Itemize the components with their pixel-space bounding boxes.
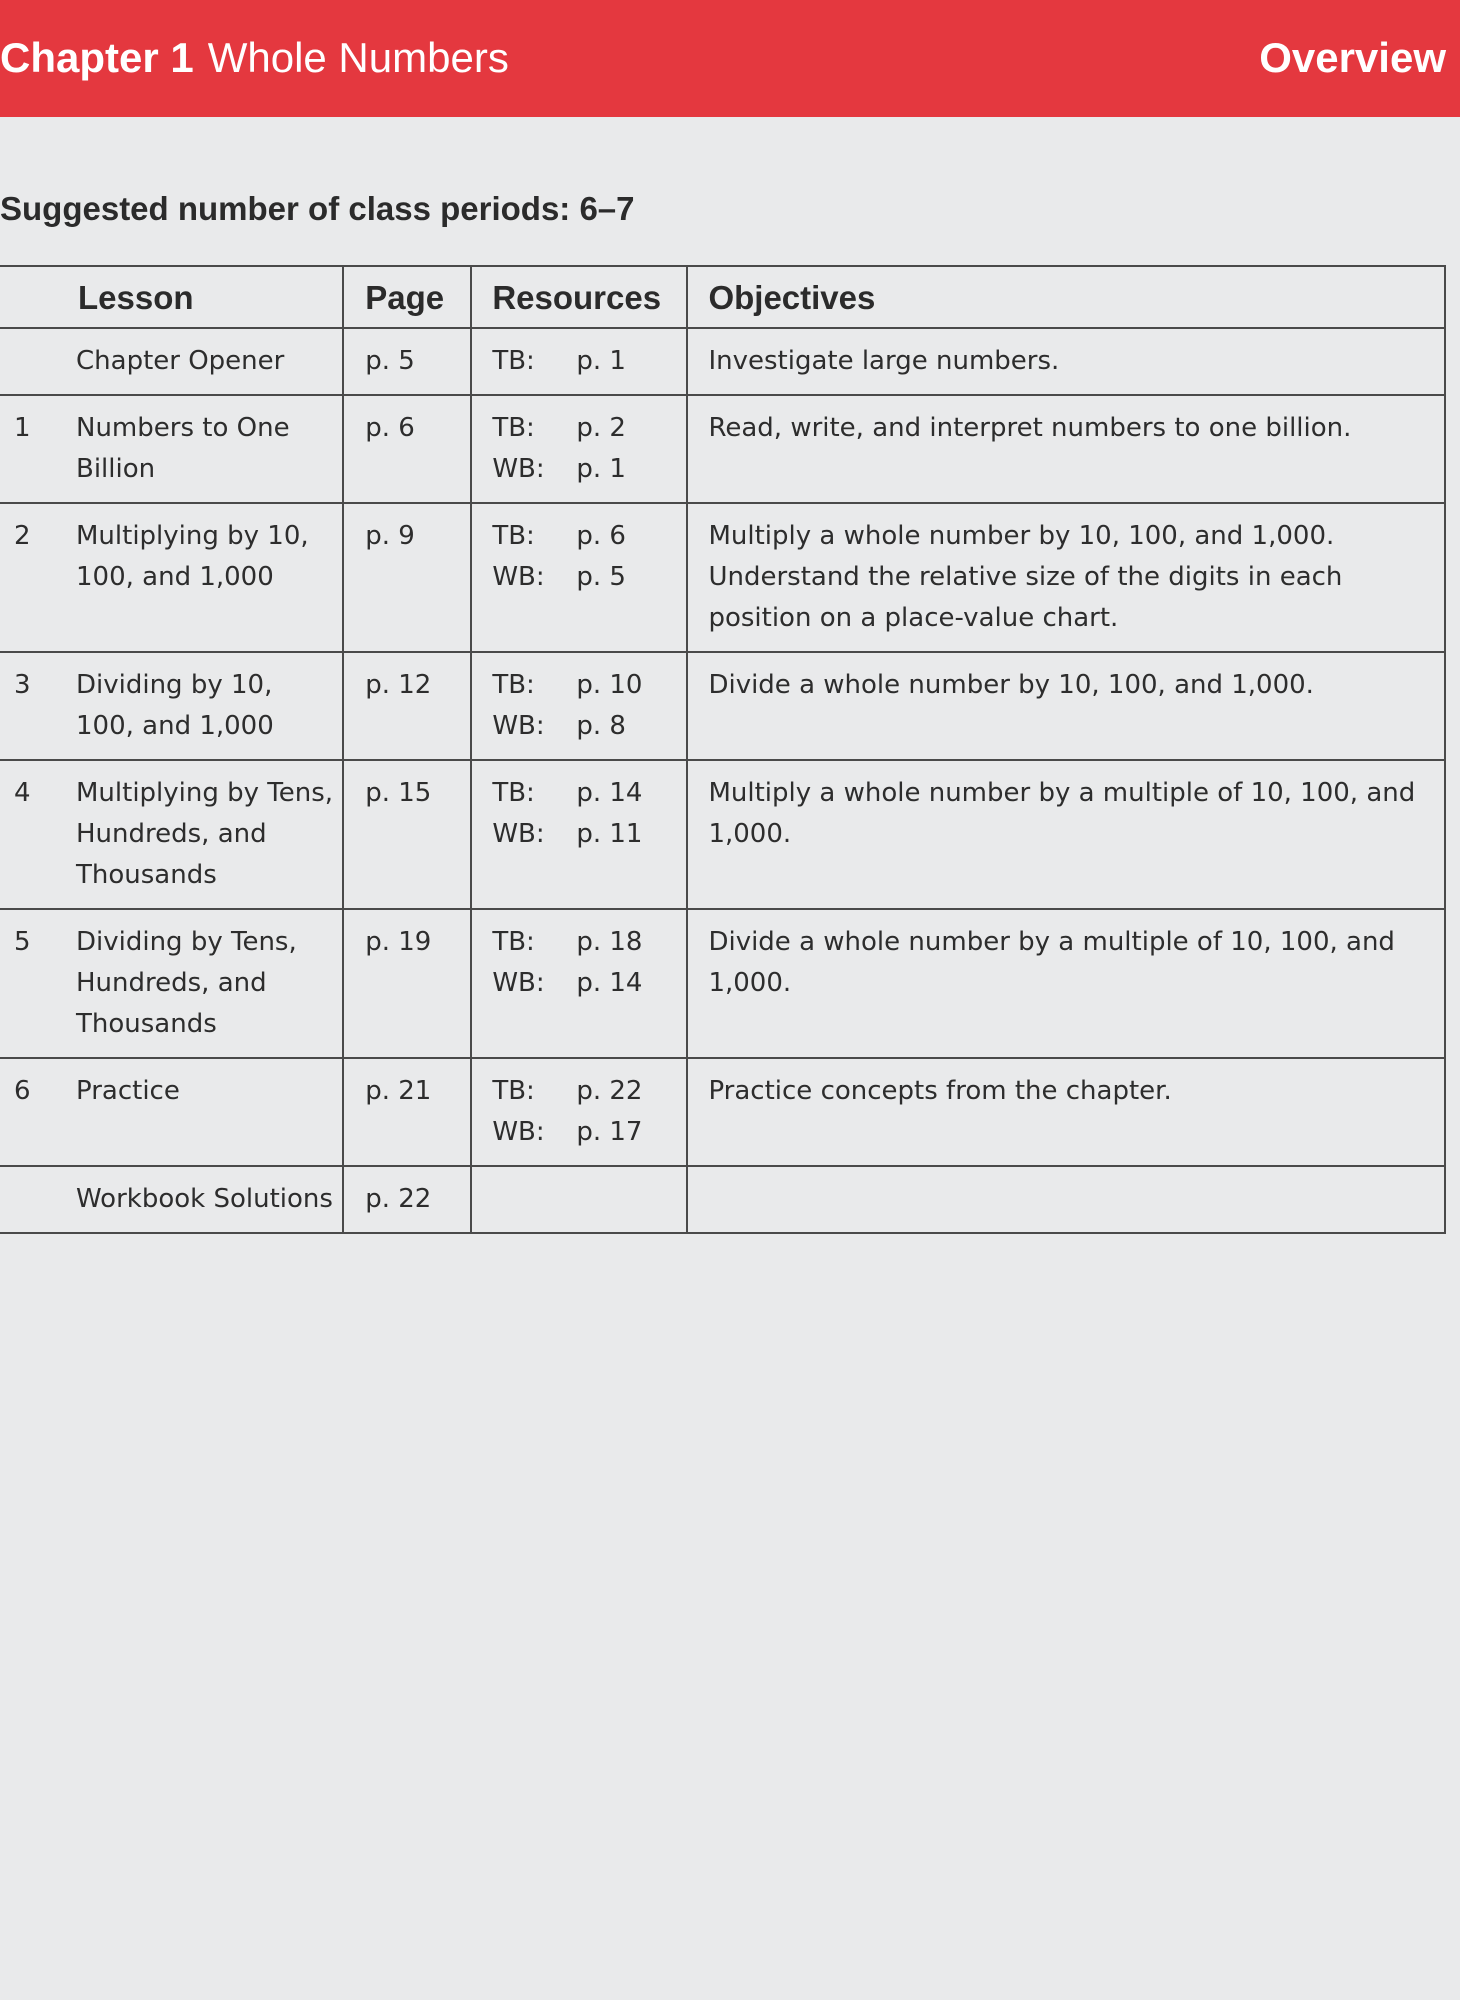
resources-cell <box>471 909 687 1058</box>
resource-page: p. 18 <box>576 927 643 957</box>
objective-text: Divide a whole number by 10, 100, and 1,000. <box>708 670 1314 700</box>
lesson-cell <box>0 503 343 652</box>
lesson-name: Chapter Opener <box>76 346 285 376</box>
resources-cell <box>471 652 687 760</box>
resource-line <box>492 449 682 490</box>
resource-page: p. 11 <box>576 819 643 849</box>
resource-book: TB: <box>492 927 535 957</box>
resource-page: p. 2 <box>576 413 626 443</box>
header-lesson: Lesson <box>0 266 343 328</box>
lesson-overview-table <box>0 265 1446 1234</box>
resource-page: p. 6 <box>576 521 626 551</box>
resources-cell <box>471 503 687 652</box>
objectives-cell <box>687 395 1445 503</box>
chapter-heading <box>0 34 509 82</box>
lesson-number: 6 <box>14 1076 31 1106</box>
objective-text: Divide a whole number by a multiple of 10, 100, and 1,000. <box>708 927 1395 998</box>
lesson-cell <box>0 395 343 503</box>
lesson-name: Multiplying by Tens, Hundreds, and Thousands <box>76 778 334 890</box>
page-cell: p. 5 <box>343 328 471 395</box>
resource-book: WB: <box>492 819 545 849</box>
resource-line <box>492 1071 682 1112</box>
lesson-cell <box>0 328 343 395</box>
resource-page: p. 1 <box>576 454 626 484</box>
resource-page: p. 10 <box>576 670 643 700</box>
lesson-cell <box>0 760 343 909</box>
header-resources: Resources <box>471 266 687 328</box>
objective-text: Multiply a whole number by a multiple of 10, 100, and 1,000. <box>708 778 1416 849</box>
table-row <box>0 760 1445 909</box>
resources-cell <box>471 328 687 395</box>
resource-line <box>492 557 682 598</box>
objectives-cell <box>687 1058 1445 1166</box>
table-header-row <box>0 266 1445 328</box>
page-cell: p. 19 <box>343 909 471 1058</box>
resources-cell <box>471 1058 687 1166</box>
resources-cell <box>471 395 687 503</box>
table-row <box>0 1166 1445 1233</box>
suggested-periods: Suggested number of class periods: 6–7 <box>0 190 635 227</box>
lesson-number: 2 <box>14 521 31 551</box>
lesson-name: Dividing by 10, 100, and 1,000 <box>76 670 274 741</box>
lesson-cell <box>0 652 343 760</box>
resource-book: WB: <box>492 454 545 484</box>
resource-book: WB: <box>492 711 545 741</box>
table-row <box>0 1058 1445 1166</box>
resource-page: p. 5 <box>576 562 626 592</box>
resource-line <box>492 341 682 382</box>
lesson-name: Workbook Solutions <box>76 1184 333 1214</box>
objectives-cell <box>687 760 1445 909</box>
objectives-cell <box>687 652 1445 760</box>
objectives-cell <box>687 328 1445 395</box>
resource-line <box>492 706 682 747</box>
resource-book: TB: <box>492 346 535 376</box>
header-page: Page <box>343 266 471 328</box>
resource-book: TB: <box>492 521 535 551</box>
page-cell: p. 21 <box>343 1058 471 1166</box>
resource-book: WB: <box>492 968 545 998</box>
resource-line <box>492 665 682 706</box>
objectives-cell <box>687 503 1445 652</box>
page-cell: p. 9 <box>343 503 471 652</box>
lesson-number: 5 <box>14 927 31 957</box>
resource-page: p. 14 <box>576 778 643 808</box>
resource-page: p. 8 <box>576 711 626 741</box>
page-cell: p. 22 <box>343 1166 471 1233</box>
lesson-name: Multiplying by 10, 100, and 1,000 <box>76 521 309 592</box>
resource-line <box>492 516 682 557</box>
resource-book: WB: <box>492 562 545 592</box>
objective-text: Read, write, and interpret numbers to one billion. <box>708 413 1352 443</box>
objective-text: Understand the relative size of the digits in each position on a place-value chart. <box>708 562 1343 633</box>
resource-line <box>492 408 682 449</box>
resource-page: p. 14 <box>576 968 643 998</box>
resource-line <box>492 963 682 1004</box>
chapter-title: Whole Numbers <box>207 34 509 81</box>
table-row <box>0 328 1445 395</box>
objective-text: Practice concepts from the chapter. <box>708 1076 1172 1106</box>
resource-page: p. 1 <box>576 346 626 376</box>
lesson-cell <box>0 909 343 1058</box>
objective-text: Multiply a whole number by 10, 100, and 1,000. <box>708 521 1335 551</box>
table-body <box>0 328 1445 1233</box>
lesson-name: Practice <box>76 1076 180 1106</box>
page-cell: p. 12 <box>343 652 471 760</box>
resource-book: TB: <box>492 778 535 808</box>
lesson-name: Numbers to One Billion <box>76 413 290 484</box>
objectives-cell <box>687 909 1445 1058</box>
table-row <box>0 909 1445 1058</box>
lesson-name: Dividing by Tens, Hundreds, and Thousands <box>76 927 297 1039</box>
chapter-number: Chapter 1 <box>0 34 194 81</box>
section-title: Overview <box>1259 34 1446 81</box>
lesson-number: 4 <box>14 778 31 808</box>
objectives-cell <box>687 1166 1445 1233</box>
table-row <box>0 503 1445 652</box>
resources-cell <box>471 1166 687 1233</box>
objective-text: Investigate large numbers. <box>708 346 1060 376</box>
resource-line <box>492 1112 682 1153</box>
resource-book: TB: <box>492 1076 535 1106</box>
page-cell: p. 6 <box>343 395 471 503</box>
resource-line <box>492 773 682 814</box>
table-row <box>0 395 1445 503</box>
resource-line <box>492 922 682 963</box>
page-cell: p. 15 <box>343 760 471 909</box>
resource-line <box>492 814 682 855</box>
table-row <box>0 652 1445 760</box>
resource-book: TB: <box>492 670 535 700</box>
resource-page: p. 22 <box>576 1076 643 1106</box>
resource-page: p. 17 <box>576 1117 643 1147</box>
resource-book: WB: <box>492 1117 545 1147</box>
lesson-cell <box>0 1058 343 1166</box>
lesson-cell <box>0 1166 343 1233</box>
resources-cell <box>471 760 687 909</box>
resource-book: TB: <box>492 413 535 443</box>
lesson-number: 1 <box>14 413 31 443</box>
header-objectives: Objectives <box>687 266 1445 328</box>
lesson-number: 3 <box>14 670 31 700</box>
